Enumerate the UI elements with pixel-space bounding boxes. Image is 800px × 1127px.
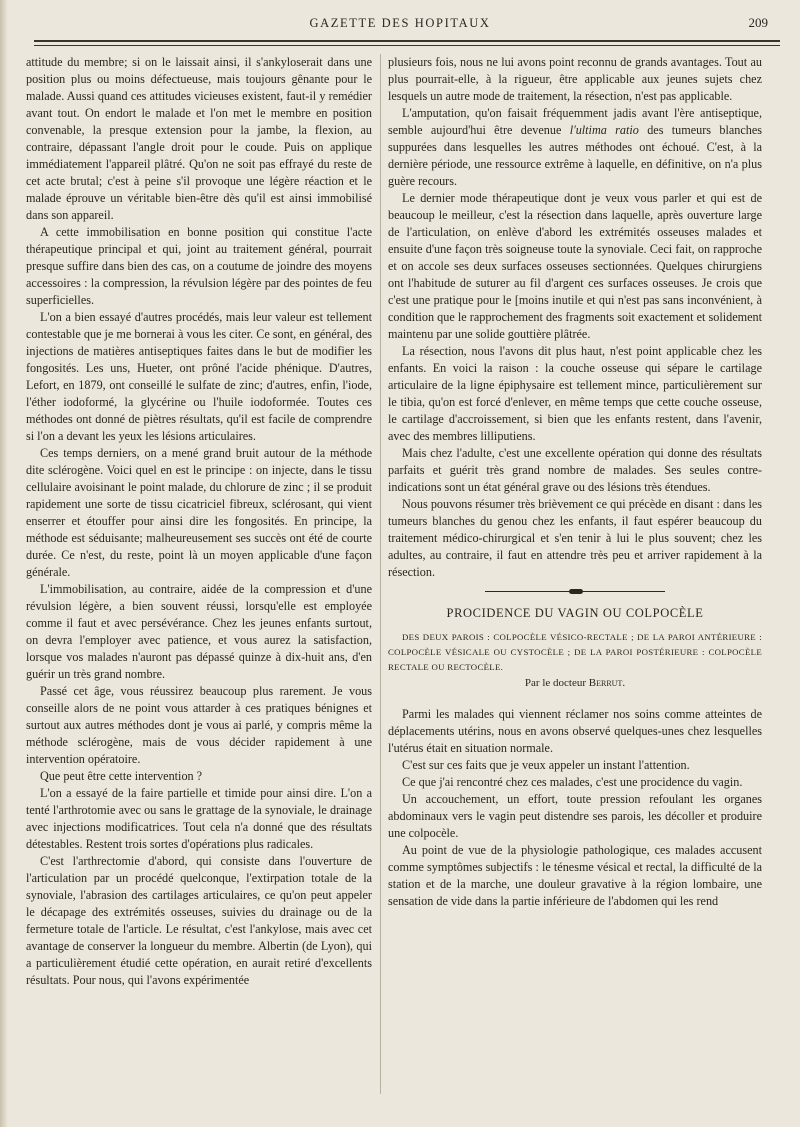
paragraph: Parmi les malades qui viennent réclamer nos soins comme atteintes de déplacements utérins, nous en avons observé quelques-unes chez lesquelles l'utérus était en situation normale. [388, 707, 762, 755]
byline-suffix: . [622, 677, 626, 689]
left-column [26, 54, 372, 989]
column-divider [380, 54, 381, 1094]
page-number: 209 [748, 15, 768, 30]
section-ornament [485, 589, 665, 595]
ornament-center [569, 589, 583, 594]
paragraph: Le dernier mode thérapeutique dont je veux vous parler et qui est de beaucoup le meilleur, c'est la résection dans laquelle, après ouverture large de l'articulation, on enlève d'abord les extrémités osseuses malades et ensuite d'une façon très soigneuse toute la synoviale. Ceci fait, on rapproche et on accole ses deux surfaces osseuses sectionnées. Quelques chirurgiens ont l'habitude de suturer au fil d'argent ces surfaces osseuses. Je crois que c'est une pratique pour le [moins inutile et qui n'est pas sans inconvénient, à condition que le rapprochement des fragments soit exactement et solidement maintenu par une solide gouttière plâtrée. [388, 191, 762, 341]
paragraph: A cette immobilisation en bonne position qui constitue l'acte thérapeutique principal et qui, joint au traitement général, pourrait presque suffire dans bien des cas, on a coutume de joindre des moyens accessoires : la compression, la révulsion légère par des pointes de feu superficielles. [26, 225, 372, 307]
page-edge-shadow [0, 0, 8, 1127]
paragraph: Que peut être cette intervention ? [40, 769, 203, 783]
paragraph: Nous pouvons résumer très brièvement ce qui précède en disant : dans les tumeurs blanches du genou chez les enfants, il faut espérer beaucoup du traitement médico-chirurgical et s'en tenir à lui le plus souvent; chez les adultes, au contraire, il faut en attendre très peu et arriver rapidement à la résection. [388, 497, 762, 579]
paragraph: Au point de vue de la physiologie pathologique, ces malades accusent comme symptômes subjectifs : le ténesme vésical et rectal, la difficulté de la station et de la marche, une douleur gravative à la région lombaire, une sensation de vide dans la partie inférieure de l'abdomen qui les rend [388, 843, 762, 908]
article-title: PROCIDENCE DU VAGIN OU COLPOCÈLE [446, 606, 704, 620]
right-column [388, 54, 762, 910]
paragraph: Ce que j'ai rencontré chez ces malades, c'est une procidence du vagin. [402, 775, 743, 789]
article-subtitle: DES DEUX PAROIS : COLPOCÈLE VÉSICO-RECTALE ; DE LA PAROI ANTÉRIEURE : COLPOCÈLE VÉSICALE OU CYSTOCÈLE ; DE LA PAROI POSTÉRIEURE : COLPOCÈLE RECTALE OU RECTOCÈLE. [388, 632, 762, 672]
paragraph: L'immobilisation, au contraire, aidée de la compression et d'une révulsion légère, a bien souvent réussi, lorsqu'elle est employée comme il faut et avec persévérance. Chez les jeunes enfants surtout, on devra l'employer avec patience, et vous aurez la satisfaction, lorsque vos malades n'auront pas dépassé quinze à dix-huit ans, d'en guérir un très grand nombre. [26, 582, 372, 681]
running-title: GAZETTE DES HOPITAUX [309, 16, 491, 30]
text-run: L'amputation, qu'on faisait fréquemment jadis avant l'ère antiseptique, semble aujourd'hui être devenue [388, 106, 762, 137]
text-run: des tumeurs blanches suppurées dans lesquelles les autres méthodes ont échoué. C'est, à la dernière période, une ressource extrême à laquelle, en définitive, on n'a plus guère recours. [388, 123, 763, 188]
paragraph: Mais chez l'adulte, c'est une excellente opération qui donne des résultats parfaits et guérit très grand nombre de malades. Ses seules contre-indications sont un état général grave ou des lésions très étendues. [388, 446, 762, 494]
article-byline [388, 675, 762, 692]
paragraph: plusieurs fois, nous ne lui avons point reconnu de grands avantages. Tout au plus pourrait-elle, à la rigueur, être applicable aux jeunes sujets chez lesquels un autre mode de traitement, la résection, n'est pas applicable. [388, 55, 762, 103]
paragraph: Ces temps derniers, on a mené grand bruit autour de la méthode dite sclérogène. Voici quel en est le principe : on injecte, dans le tissu cellulaire avoisinant le point malade, du chlorure de zinc ; il se produit rapidement une sorte de tissu cicatriciel fibreux, sclérosant, qui vient enserrer et étouffer pour ainsi dire les fongosités. En principe, la méthode est séduisante; malheureusement ses succès ont été de courte durée. Ce n'est, du reste, point là un moyen applicable d'une façon générale. [26, 446, 372, 579]
paragraph: C'est l'arthrectomie d'abord, qui consiste dans l'ouverture de l'articulation par un procédé quelconque, l'extirpation totale de la synoviale, l'abrasion des cartilages articulaires, ce qu'on peut appeler le décapage des extrémités osseuses, suivies du drainage ou de la fermeture totale de l'article. Le résultat, c'est l'ankylose, mais avec cet avantage de conserver la longueur du membre. Albertin (de Lyon), qui a particulièrement étudié cette opération, en aurait retiré d'excellents résultats. Pour nous, qui l'avons expérimentée [26, 854, 372, 987]
paragraph: C'est sur ces faits que je veux appeler un instant l'attention. [402, 758, 690, 772]
paragraph: La résection, nous l'avons dit plus haut, n'est point applicable chez les enfants. En voici la raison : la couche osseuse qui sépare le cartilage articulaire de la ligne épiphysaire est tellement mince, particulièrement sur le tibia, qu'on est forcé d'enlever, en même temps que cette couche osseuse, le cartilage d'accroissement, si bien que les enfants restent, dans l'avenir, avec des membres lilliputiens. [388, 344, 762, 443]
latin-phrase: l'ultima ratio [569, 123, 639, 137]
author-name: Berrut [588, 677, 623, 689]
page-header [26, 14, 774, 34]
paragraph: Passé cet âge, vous réussirez beaucoup plus rarement. Je vous conseille alors de ne point vous attarder à ces pratiques bénignes et surtout aux autres méthodes dont je vous ai parlé, y compris même la méthode sclérogène, mais de vous décider rapidement à une intervention opératoire. [26, 684, 372, 766]
paragraph: L'on a bien essayé d'autres procédés, mais leur valeur est tellement contestable que je me bornerai à vous les citer. Ce sont, en général, des injections de matières antiseptiques faites dans le but de modifier les fongosités. Les uns, Hueter, ont prôné l'acide phénique. D'autres, Lefort, en 1879, ont conseillé le sulfate de zinc; d'autres, enfin, l'iode, l'éther iodoformé, la glycérine ou l'huile iodoformée. Toutes ces méthodes ont donné de piètres résultats, qu'il est facile de comprendre si l'on a devant les yeux les lésions articulaires. [26, 310, 372, 443]
header-rule-thin [34, 45, 780, 46]
paragraph: Un accouchement, un effort, toute pression refoulant les organes abdominaux vers le vagin peut distendre ses parois, les décoller et produire une colpocèle. [388, 792, 762, 840]
paragraph: attitude du membre; si on le laissait ainsi, il s'ankyloserait dans une position plus ou moins défectueuse, mais toujours gênante pour le malade. Aussi quand ces attitudes vicieuses existent, faut-il y remédier avant tout. On endort le malade et l'on met le membre en position convenable, la presque extension pour la jambe, la flexion, au contraire, dépassant l'angle droit pour le coude. Puis on applique immédiatement l'appareil plâtré. Qu'on ne soit pas effrayé du reste de cet acte brutal; c'est à peine s'il provoque une légère réaction et le malade éprouve un véritable bien-être dès qu'il est ainsi immobilisé dans son appareil. [26, 55, 372, 222]
amputation-paragraph [388, 105, 762, 190]
byline-prefix: Par le docteur [524, 677, 589, 689]
paragraph: L'on a essayé de la faire partielle et timide pour ainsi dire. L'on a tenté l'arthrotomie avec ou sans le grattage de la synoviale, le drainage avec injections modificatrices. Tout cela n'a donné que des résultats détestables. Restent trois sortes d'opérations plus radicales. [26, 786, 372, 851]
header-rule-thick [34, 40, 780, 42]
